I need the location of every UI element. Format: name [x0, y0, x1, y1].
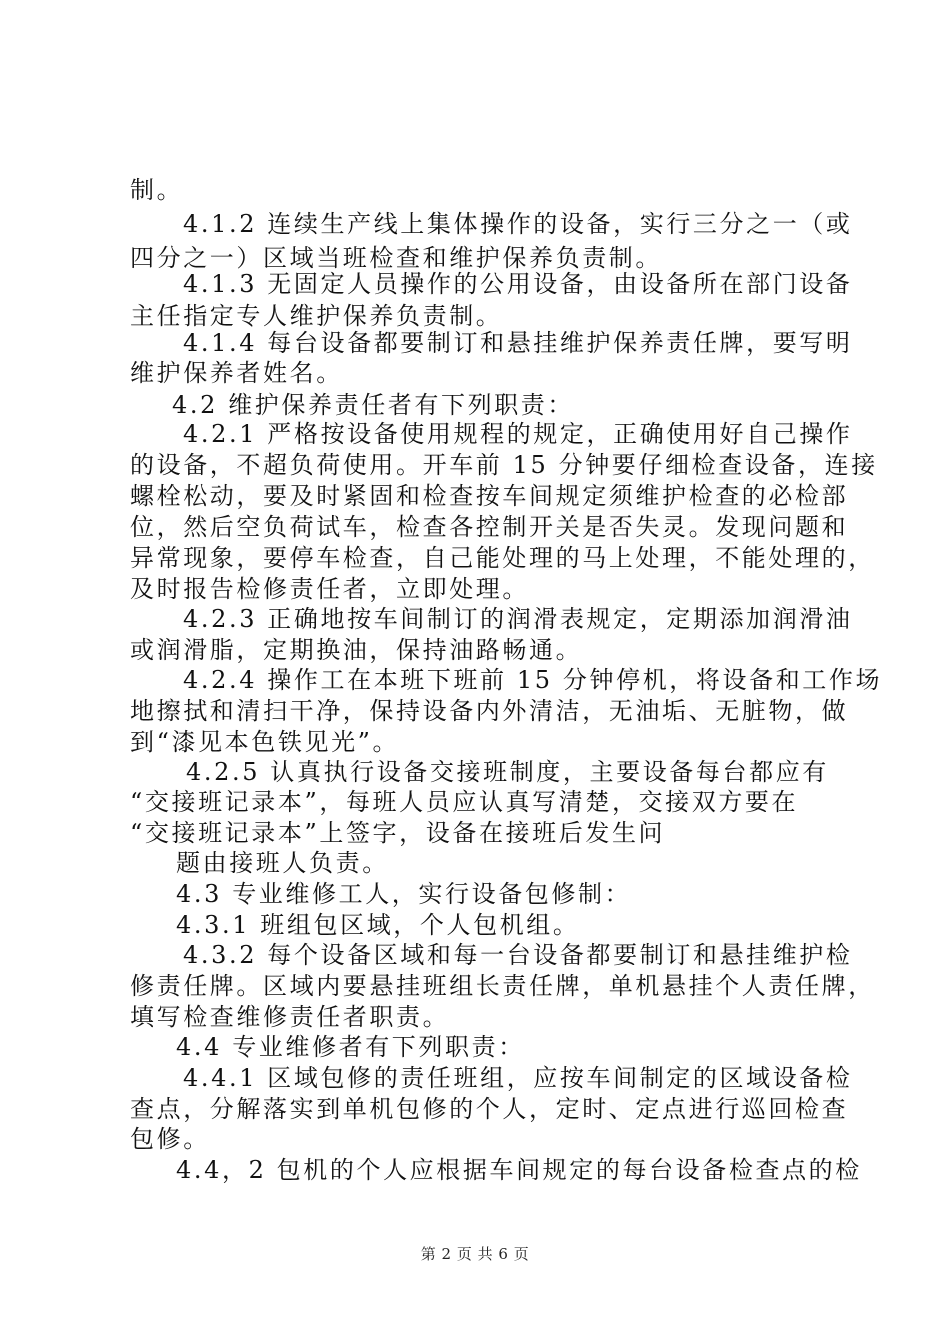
page-number-footer: 第 2 页 共 6 页 — [420, 1245, 530, 1263]
text-line: 4.1.2 连续生产线上集体操作的设备，实行三分之一（或 — [183, 210, 853, 238]
text-line: 4.2.4 操作工在本班下班前 15 分钟停机，将设备和工作场 — [183, 666, 883, 694]
text-line: 制。 — [130, 176, 184, 204]
text-line: 包修。 — [130, 1125, 210, 1153]
text-line: 修责任牌。区域内要悬挂班组长责任牌，单机悬挂个人责任牌， — [130, 972, 875, 1000]
text-line: 地擦拭和清扫干净，保持设备内外清洁，无油垢、无脏物，做 — [130, 697, 849, 725]
text-line: 题由接班人负责。 — [176, 849, 389, 877]
text-line: 4.1.3 无固定人员操作的公用设备，由设备所在部门设备 — [183, 270, 853, 298]
text-line: 位，然后空负荷试车，检查各控制开关是否失灵。发现问题和 — [130, 513, 849, 541]
text-line: 4.3.2 每个设备区域和每一台设备都要制订和悬挂维护检 — [183, 941, 853, 969]
text-line: 维护保养者姓名。 — [130, 359, 343, 387]
text-line: 的设备，不超负荷使用。开车前 15 分钟要仔细检查设备，连接 — [130, 451, 878, 479]
text-line: 4.3 专业维修工人，实行设备包修制： — [176, 880, 632, 908]
text-line: 4.2.3 正确地按车间制订的润滑表规定，定期添加润滑油 — [183, 605, 853, 633]
text-line: “交接班记录本”上签字，设备在接班后发生问 — [130, 819, 666, 847]
text-line: 及时报告检修责任者，立即处理。 — [130, 575, 529, 603]
text-line: 主任指定专人维护保养负责制。 — [130, 302, 503, 330]
text-line: 异常现象，要停车检查，自己能处理的马上处理，不能处理的， — [130, 544, 875, 572]
text-line: 4.4 专业维修者有下列职责： — [176, 1033, 525, 1061]
text-line: 到“漆见本色铁见光”。 — [130, 728, 400, 756]
text-line: 4.2.5 认真执行设备交接班制度，主要设备每台都应有 — [186, 758, 829, 786]
text-line: 四分之一）区域当班检查和维护保养负责制。 — [130, 244, 662, 272]
text-line: 4.1.4 每台设备都要制订和悬挂维护保养责任牌，要写明 — [183, 329, 853, 357]
text-line: 4.3.1 班组包区域，个人包机组。 — [176, 911, 580, 939]
text-line: “交接班记录本”，每班人员应认真写清楚，交接双方要在 — [130, 788, 799, 816]
text-line: 螺栓松动，要及时紧固和检查按车间规定须维护检查的必检部 — [130, 482, 849, 510]
text-line: 查点，分解落实到单机包修的个人，定时、定点进行巡回检查 — [130, 1095, 849, 1123]
text-line: 或润滑脂，定期换油，保持油路畅通。 — [130, 636, 583, 664]
text-line: 4.4.1 区域包修的责任班组，应按车间制定的区域设备检 — [183, 1064, 853, 1092]
text-line: 填写检查维修责任者职责。 — [130, 1003, 450, 1031]
text-line: 4.2 维护保养责任者有下列职责： — [172, 391, 574, 419]
text-line: 4.2.1 严格按设备使用规程的规定，正确使用好自己操作 — [183, 420, 853, 448]
text-line: 4.4，2 包机的个人应根据车间规定的每台设备检查点的检 — [176, 1156, 862, 1184]
